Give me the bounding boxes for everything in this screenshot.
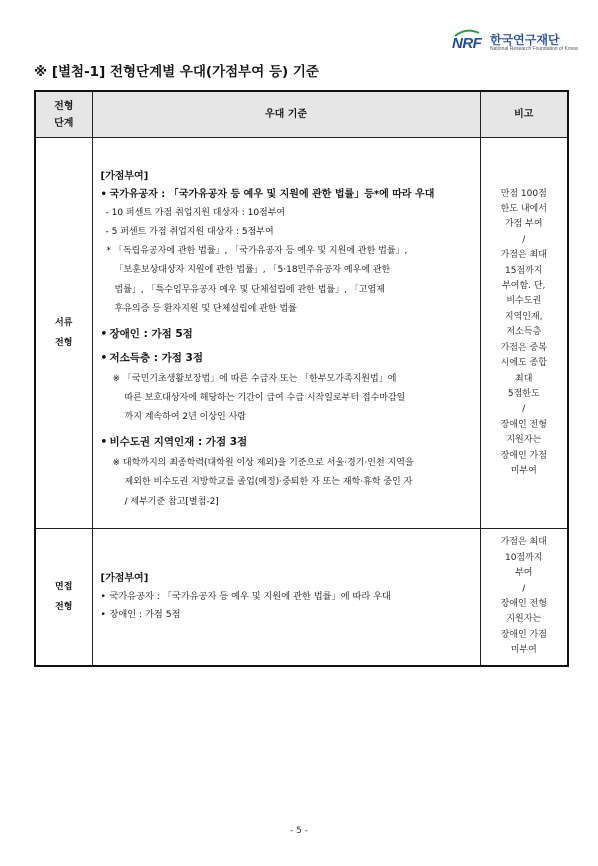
bullet-disabled: • 장애인 : 가점 5점 (100, 609, 181, 620)
sub-item: - 5 퍼센트 가점 취업지원 대상자 : 5점부여 (105, 226, 274, 237)
note-line: 제외한 비수도권 지방학교를 졸업(예정)·중퇴한 자 또는 재학·휴학 중인 자 (124, 477, 413, 488)
bullet-disabled: • 장애인 : 가점 5점 (100, 327, 193, 340)
note-line: 후유의증 등 환자지원 및 단체설립에 관한 법률 (114, 304, 297, 315)
note-line: 가점은 최대 (500, 537, 547, 548)
note-line: / (522, 404, 526, 415)
note-line: ※ 대학까지의 최종학력(대학원 이상 제외)을 기준으로 서울·경기·인천 지역을 (112, 457, 414, 468)
criteria-document-screening (92, 138, 480, 529)
header-stage-line: 단계 (54, 117, 74, 129)
bullet-text: 국가유공자 : 「국가유공자 등 예우 및 지원에 관한 법률」등*에 따라 우대 (109, 188, 435, 200)
note-lines (482, 187, 567, 480)
bullet-low-income: • 저소득층 : 가점 3점 (100, 351, 203, 364)
note-line: 「보훈보상대상자 지원에 관한 법률」, 「5·18민주유공자 예우에 관한 (114, 265, 391, 276)
logo-mark-text: NRF (452, 35, 482, 52)
bullet-text: 장애인 : 가점 5점 (109, 327, 193, 340)
header-note: 비고 (480, 91, 568, 138)
bullet-non-capital-talent: • 비수도권 지역인재 : 가점 3점 (100, 435, 248, 448)
note-line: * 「독립유공자에 관한 법률」, 「국가유공자 등 예우 및 지원에 관한 법률」, (106, 245, 408, 256)
logo-mark (452, 35, 481, 52)
stage-line: 면접 (55, 582, 73, 592)
preference-criteria-table (34, 90, 569, 667)
note-line: ※ 「국민기초생활보장법」에 따른 수급자 또는 「한부모가족지원법」에 (112, 373, 397, 384)
stage-interview (35, 529, 92, 667)
note-line: 지역인재, (504, 311, 543, 322)
note-line: 장애인 전형 (500, 599, 547, 609)
note-line: 비수도권 (506, 296, 542, 307)
bullet-national-merit: • 국가유공자 : 「국가유공자 등 예우 및 지원에 관한 법률」에 따라 우대 (100, 591, 391, 602)
stage-line: 서류 (55, 318, 73, 328)
bullet-text: 국가유공자 : 「국가유공자 등 예우 및 지원에 관한 법률」에 따라 우대 (109, 591, 391, 602)
sub-item: - 10 퍼센트 가점 취업지원 대상자 : 10점부여 (105, 207, 286, 218)
note-line: 가점은 최대 (500, 250, 547, 261)
section-bonus-points: [가점부여] (100, 573, 149, 584)
document-title: ※ [별첨-1] 전형단계별 우대(가점부여 등) 기준 (34, 64, 319, 80)
note-line: 15점까지 (504, 265, 543, 276)
note-line: 부여 (515, 568, 533, 579)
low-income-note (101, 370, 473, 428)
note-lines (482, 535, 567, 658)
bullet-text: 장애인 : 가점 5점 (109, 609, 181, 620)
note-line: 부여함. 단, (502, 281, 546, 292)
note-line: 시에도 종합 (500, 358, 547, 369)
note-line: 까지 계속하여 2년 이상인 사람 (124, 412, 246, 423)
header-stage (35, 91, 92, 138)
note-line: 장애인 가점 (500, 629, 547, 640)
stage-document-screening (35, 138, 92, 529)
note-line: 한도 내에서 (500, 204, 547, 215)
note-line: 가점은 중복 (500, 342, 547, 353)
merit-laws-note (101, 242, 473, 320)
logo-name: 한국연구재단 (490, 33, 560, 47)
note-line: / 세부기준 참고[별첨-2] (124, 496, 219, 507)
section-bonus-points: [가점부여] (100, 170, 149, 182)
note-line: 가점 부여 (504, 219, 543, 230)
logo-subtitle: National Research Foundation of Korea (490, 46, 578, 52)
note-line: 지원자는 (506, 435, 542, 446)
table-header-row (35, 91, 568, 138)
note-line: 저소득층 (506, 327, 542, 338)
note-line: 미부여 (510, 645, 537, 656)
bullet-text: 비수도권 지역인재 : 가점 3점 (109, 435, 248, 448)
stage-line: 전형 (55, 602, 73, 612)
header-criteria: 우대 기준 (92, 91, 480, 138)
note-line: 장애인 가점 (500, 450, 547, 461)
non-capital-note (101, 454, 473, 512)
note-line: 장애인 전형 (500, 419, 547, 430)
header-stage-line: 전형 (54, 100, 74, 112)
note-line: 따른 보호대상자에 해당하는 기간이 급여 수급 시작일로부터 접수마감일 (124, 393, 406, 403)
note-line: 법률」, 「특수임무유공자 예우 및 단체설립에 관한 법률」, 「고엽제 (114, 284, 385, 295)
note-line: 5점한도 (507, 388, 540, 399)
nrf-logo (452, 31, 580, 55)
stage-line: 전형 (55, 338, 73, 348)
table-row-interview (35, 529, 568, 667)
note-interview (480, 529, 568, 667)
note-line: 만점 100점 (500, 188, 547, 199)
bullet-text: 저소득층 : 가점 3점 (109, 351, 203, 364)
note-line: / (522, 583, 526, 594)
note-line: 10점까지 (504, 552, 543, 563)
note-document-screening (480, 138, 568, 529)
criteria-interview (92, 529, 480, 667)
note-line: 최대 (515, 373, 533, 384)
logo-swoosh-icon (454, 29, 480, 37)
note-line: 미부여 (510, 465, 537, 476)
bullet-national-merit: • 국가유공자 : 「국가유공자 등 예우 및 지원에 관한 법률」등*에 따라 우대 (100, 188, 435, 200)
page-number: - 5 - (290, 826, 308, 836)
note-line: / (522, 234, 526, 245)
table-row-document-screening (35, 138, 568, 529)
note-line: 지원자는 (506, 614, 542, 625)
